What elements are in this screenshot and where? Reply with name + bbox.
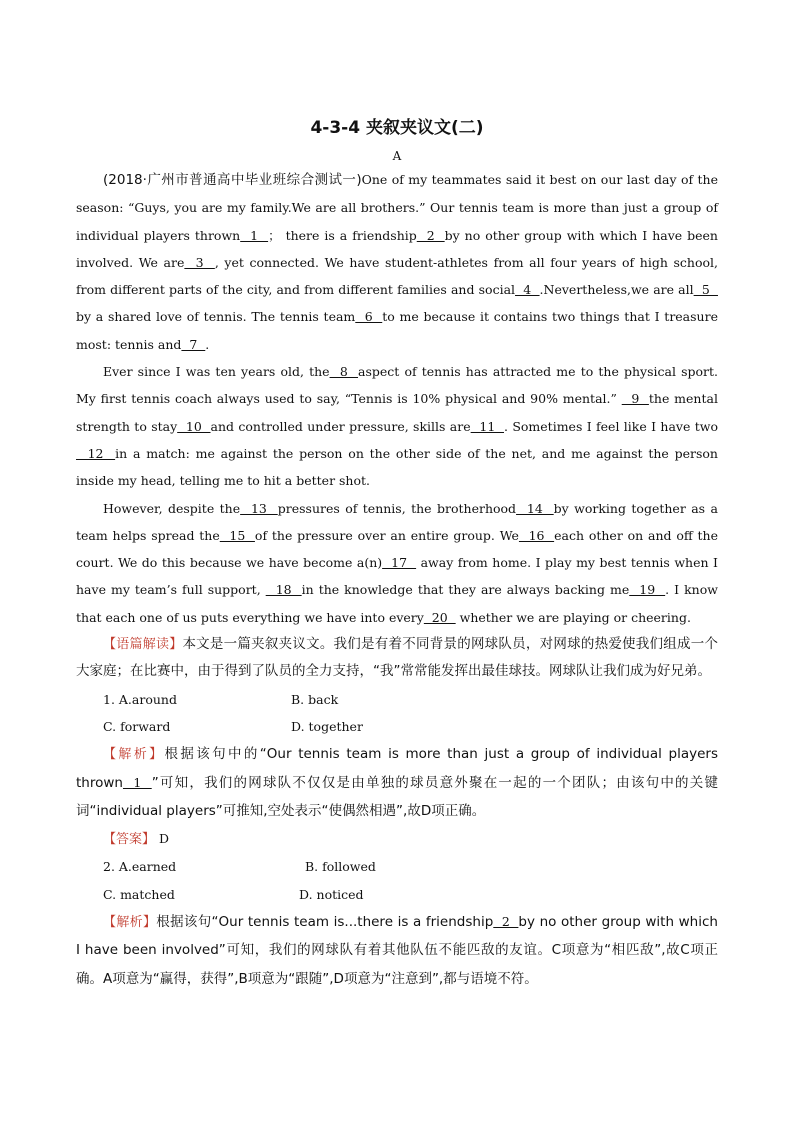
- q2-option-a: 2. A.earned: [103, 859, 177, 875]
- q2-analysis: 【解析】根据该句“Our tennis team is...there is a friendship 2 by no other group with which I have been involved”可知，我们的网球队有着其他队伍不能匹敌的友谊。C项意为“相匹敌”,故C项正确。A项意为“赢得，获得”,B项意为“跟随”,D项意为“注意到”,都与语境不符。: [76, 914, 718, 987]
- q2-option-b: B. followed: [305, 859, 376, 875]
- q1-analysis-blank: 1: [122, 774, 152, 790]
- q1-answer-tag: 【答案】: [103, 832, 156, 848]
- blank-14: 14: [516, 500, 554, 516]
- question-1-options-row-1: [76, 686, 718, 713]
- blank-17: 17: [382, 555, 417, 571]
- q1-option-c: C. forward: [103, 718, 171, 734]
- passage-paragraph-1: (2018·广州市普通高中毕业班综合测试一)One of my teammates said it best on our last day of the season: “Guys, you are my family.We are all brothers.” Our tennis team is more than just a group of individual players thrown 1 ； there is a friendship 2 by no other group with which I have been involved. We are 3 , yet connected. We have student-athletes from all four years of high school, from different parts of the city, and from different families and social 4 .Nevertheless,we are all 5 by a shared love of tennis. The tennis team 6 to me because it contains two things that I treasure most: tennis and 7 .: [76, 172, 718, 352]
- blank-2: 2: [416, 227, 445, 243]
- q2-option-d: D. noticed: [299, 886, 364, 902]
- passage-paragraph-2: Ever since I was ten years old, the 8 aspect of tennis has attracted me to the physical sport. My first tennis coach always used to say, “Tennis is 10% physical and 90% mental.” 9 the mental strength to stay 10 and controlled under pressure, skills are 11 . Sometimes I feel like I have two 12 in a match: me against the person on the other side of the net, and me against the person inside my head, telling me to hit a better shot.: [76, 364, 718, 489]
- q2-analysis-blank: 2: [493, 914, 519, 930]
- blank-5: 5: [693, 282, 718, 298]
- blank-8: 8: [329, 364, 359, 380]
- q2-option-c: C. matched: [103, 886, 175, 902]
- reading-tag: 【语篇解读】: [103, 637, 183, 653]
- q1-answer: 【答案】 D: [103, 831, 170, 848]
- blank-9: 9: [621, 391, 649, 407]
- blank-13: 13: [240, 500, 278, 516]
- passage-paragraph-3: However, despite the 13 pressures of tennis, the brotherhood 14 by working together as a team helps spread the 15 of the pressure over an entire group. We 16 each other on and off the court. We do this because we have become a(n) 17 away from home. I play my best tennis when I have my team’s full support, 18 in the knowledge that they are always backing me 19 . I know that each one of us puts everything we have into every 20 whether we are playing or cheering.: [76, 500, 719, 625]
- section-label: A: [392, 149, 402, 163]
- reading-summary: 【语篇解读】本文是一篇夹叙夹议文。我们是有着不同背景的网球队员，对网球的热爱使我们组成一个大家庭；在比赛中，由于得到了队员的全力支持，“我”常常能发挥出最佳球技。网球队让我们成为好兄弟。: [76, 636, 718, 680]
- blank-11: 11: [470, 418, 504, 434]
- blank-16: 16: [518, 527, 555, 543]
- source-note: (2018·广州市普通高中毕业班综合测试一): [103, 172, 362, 188]
- question-2-options-row-1: [76, 853, 718, 880]
- q2-analysis-tag: 【解析】: [103, 915, 157, 931]
- q1-analysis-tag: 【解析】: [103, 747, 165, 763]
- question-2-options-row-2: [76, 881, 718, 908]
- q1-option-a: 1. A.around: [103, 691, 177, 707]
- q1-analysis: 【解析】根据该句中的“Our tennis team is more than just a group of individual players thrown 1 ”可知，我们的网球队不仅仅是由单独的球员意外聚在一起的一个团队；由该句中的关键词“individual players”可推知,空处表示“使偶然相遇”,故D项正确。: [76, 746, 718, 819]
- blank-7: 7: [181, 336, 206, 352]
- blank-15: 15: [219, 527, 255, 543]
- blank-19: 19: [629, 582, 666, 598]
- question-1-options-row-2: [76, 713, 718, 740]
- blank-18: 18: [265, 582, 302, 598]
- document-page: [76, 116, 718, 993]
- blank-4: 4: [515, 282, 540, 298]
- page-title: 4-3-4 夹叙夹议文(二): [310, 118, 484, 138]
- blank-1: 1: [240, 227, 269, 243]
- q1-option-b: B. back: [291, 691, 339, 707]
- blank-12: 12: [76, 445, 116, 461]
- blank-6: 6: [355, 309, 383, 325]
- blank-20: 20: [423, 609, 456, 625]
- q1-option-d: D. together: [291, 718, 363, 734]
- blank-3: 3: [184, 254, 215, 270]
- blank-10: 10: [177, 418, 211, 434]
